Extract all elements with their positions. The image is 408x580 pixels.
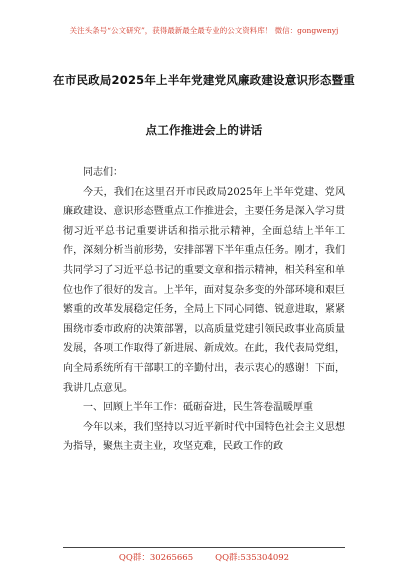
footer <box>0 553 408 564</box>
footer-qq-group-1: QQ群：30265665 <box>118 553 194 563</box>
document-title-line-1: 在市民政局2025年上半年党建党风廉政建设意识形态暨重 <box>53 73 355 87</box>
salutation: 同志们： <box>83 167 123 178</box>
paragraph-intro: 今天，我们在这里召开市民政局2025年上半年党建、党风廉政建设、意识形态暨重点工作推进会，主要任务是深入学习贯彻习近平总书记重要讲话和指示批示精神，全面总结上半年工作，深刻分析当前形势，安排部署下半年重点任务。刚才，我们共同学习了习近平总书记的重要文章和指示精神，相关科室和单位也作了很好的发言。上半年，面对复杂多变的外部环境和艰巨繁重的改革发展稳定任务，全局上下同心同德、锐意进取，紧紧围绕市委市政府的决策部署，以高质量党建引领民政事业高质量发展，各项工作取得了新进展、新成效。在此，我代表局党组，向全局系统所有干部职工的辛勤付出，表示衷心的感谢！下面，我讲几点意见。 <box>63 186 345 394</box>
document-body <box>63 163 345 457</box>
footer-divider <box>63 547 345 548</box>
header-notice: 关注头条号“公文研究”，获得最新最全最专业的公文资料库！ 微信：gongwenyj <box>69 26 339 35</box>
footer-qq-group-2: QQ群:535304092 <box>215 553 290 563</box>
paragraph-section-1: 今年以来，我们坚持以习近平新时代中国特色社会主义思想为指导，聚焦主责主业，攻坚克难，民政工作的政 <box>63 421 345 453</box>
document-title-line-2: 点工作推进会上的讲话 <box>145 123 263 137</box>
section-heading-1: 一、回顾上半年工作：砥砺奋进，民生答卷温暖厚重 <box>83 402 313 414</box>
